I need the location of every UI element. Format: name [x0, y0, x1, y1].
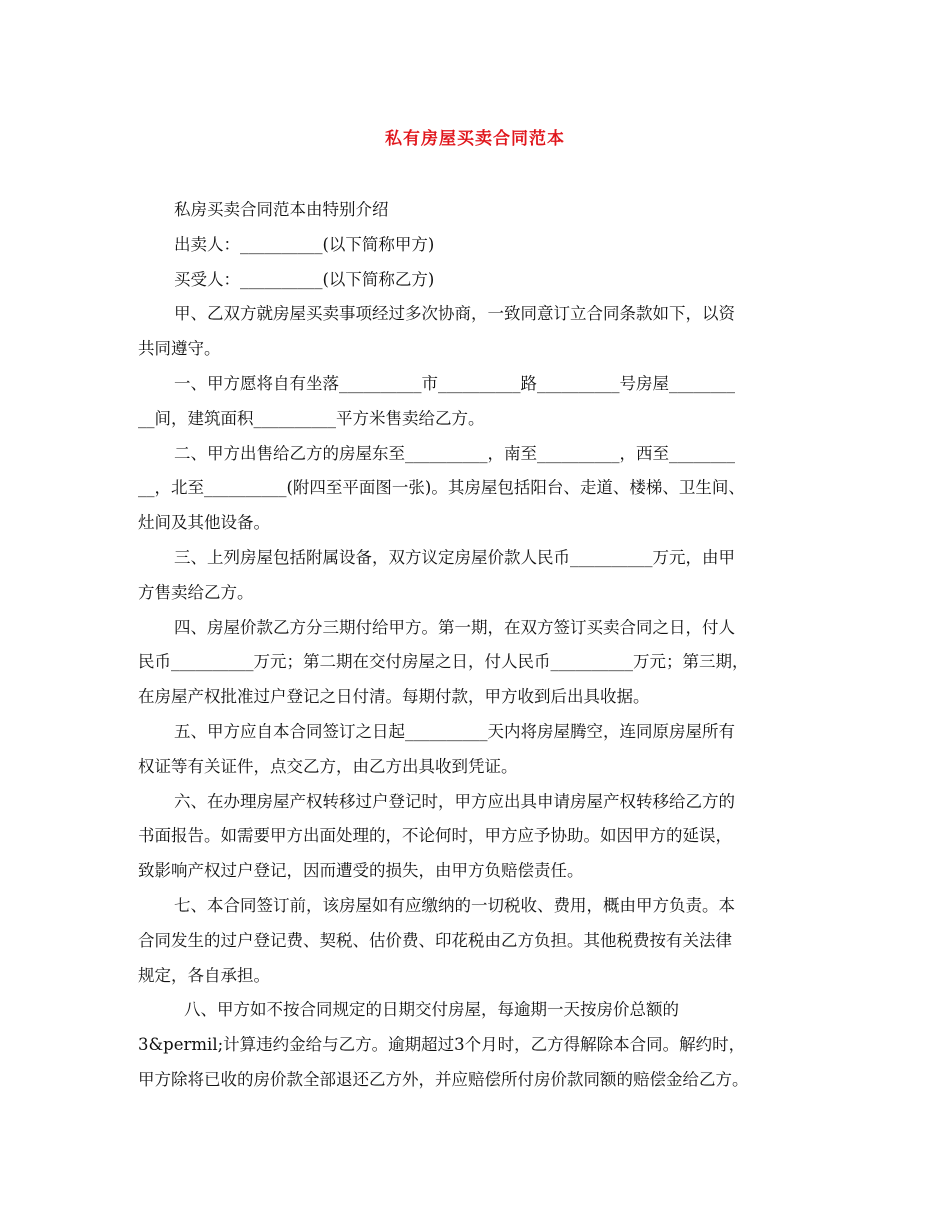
clause-6-line: 六、在办理房屋产权转移过户登记时，甲方应出具申请房屋产权转移给乙方的 [174, 791, 735, 811]
clause-6-line: 书面报告。如需要甲方出面处理的，不论何时，甲方应予协助。如因甲方的延误， [138, 826, 732, 846]
clause-8-line: 3&permil;计算违约金给与乙方。逾期超过3个月时，乙方得解除本合同。解约时， [138, 1035, 746, 1055]
document-title: 私有房屋买卖合同范本 [385, 129, 565, 149]
seller-line: 出卖人：__________(以下简称甲方) [174, 234, 435, 254]
clause-2-line: 灶间及其他设备。 [138, 513, 270, 533]
clause-1-line: 一、甲方愿将自有坐落__________市__________路__________号房屋________ [174, 373, 735, 393]
clause-7-line: 规定，各自承担。 [138, 965, 270, 985]
clause-6-line: 致影响产权过户登记，因而遭受的损失，由甲方负赔偿责任。 [138, 861, 584, 881]
clause-5-line: 五、甲方应自本合同签订之日起__________天内将房屋腾空，连同原房屋所有 [174, 721, 735, 741]
preamble-line: 共同遵守。 [138, 339, 221, 359]
clause-8-line: 甲方除将已收的房价款全部退还乙方外，并应赔偿所付房价款同额的赔偿金给乙方。 [138, 1069, 749, 1089]
clause-4-line: 民币__________万元；第二期在交付房屋之日，付人民币__________万元；第三期， [138, 652, 749, 672]
preamble-line: 甲、乙双方就房屋买卖事项经过多次协商，一致同意订立合同条款如下，以资 [174, 304, 735, 324]
buyer-line: 买受人：__________(以下简称乙方) [174, 269, 435, 289]
clause-7-line: 七、本合同签订前，该房屋如有应缴纳的一切税收、费用，概由甲方负责。本 [174, 895, 735, 915]
clause-4-line: 四、房屋价款乙方分三期付给甲方。第一期，在双方签订买卖合同之日，付人 [174, 617, 735, 637]
clause-2-line: 二、甲方出售给乙方的房屋东至__________，南至__________，西至________ [174, 443, 735, 463]
clause-8-line: 八、甲方如不按合同规定的日期交付房屋，每逾期一天按房价总额的 [184, 1000, 679, 1020]
intro-line: 私房买卖合同范本由特别介绍 [174, 200, 389, 219]
document-body [138, 193, 828, 1098]
clause-7-line: 合同发生的过户登记费、契税、估价费、印花税由乙方负担。其他税费按有关法律 [138, 930, 732, 950]
clause-4-line: 在房屋产权批准过户登记之日付清。每期付款，甲方收到后出具收据。 [138, 687, 650, 707]
clause-3-line: 三、上列房屋包括附属设备，双方议定房屋价款人民币__________万元，由甲 [174, 547, 735, 567]
clause-5-line: 权证等有关证件，点交乙方，由乙方出具收到凭证。 [138, 756, 518, 776]
clause-3-line: 方售卖给乙方。 [138, 582, 254, 602]
clause-2-line: __，北至__________(附四至平面图一张)。其房屋包括阳台、走道、楼梯、卫生间、 [138, 478, 745, 498]
clause-1-line: __间，建筑面积__________平方米售卖给乙方。 [138, 408, 485, 428]
